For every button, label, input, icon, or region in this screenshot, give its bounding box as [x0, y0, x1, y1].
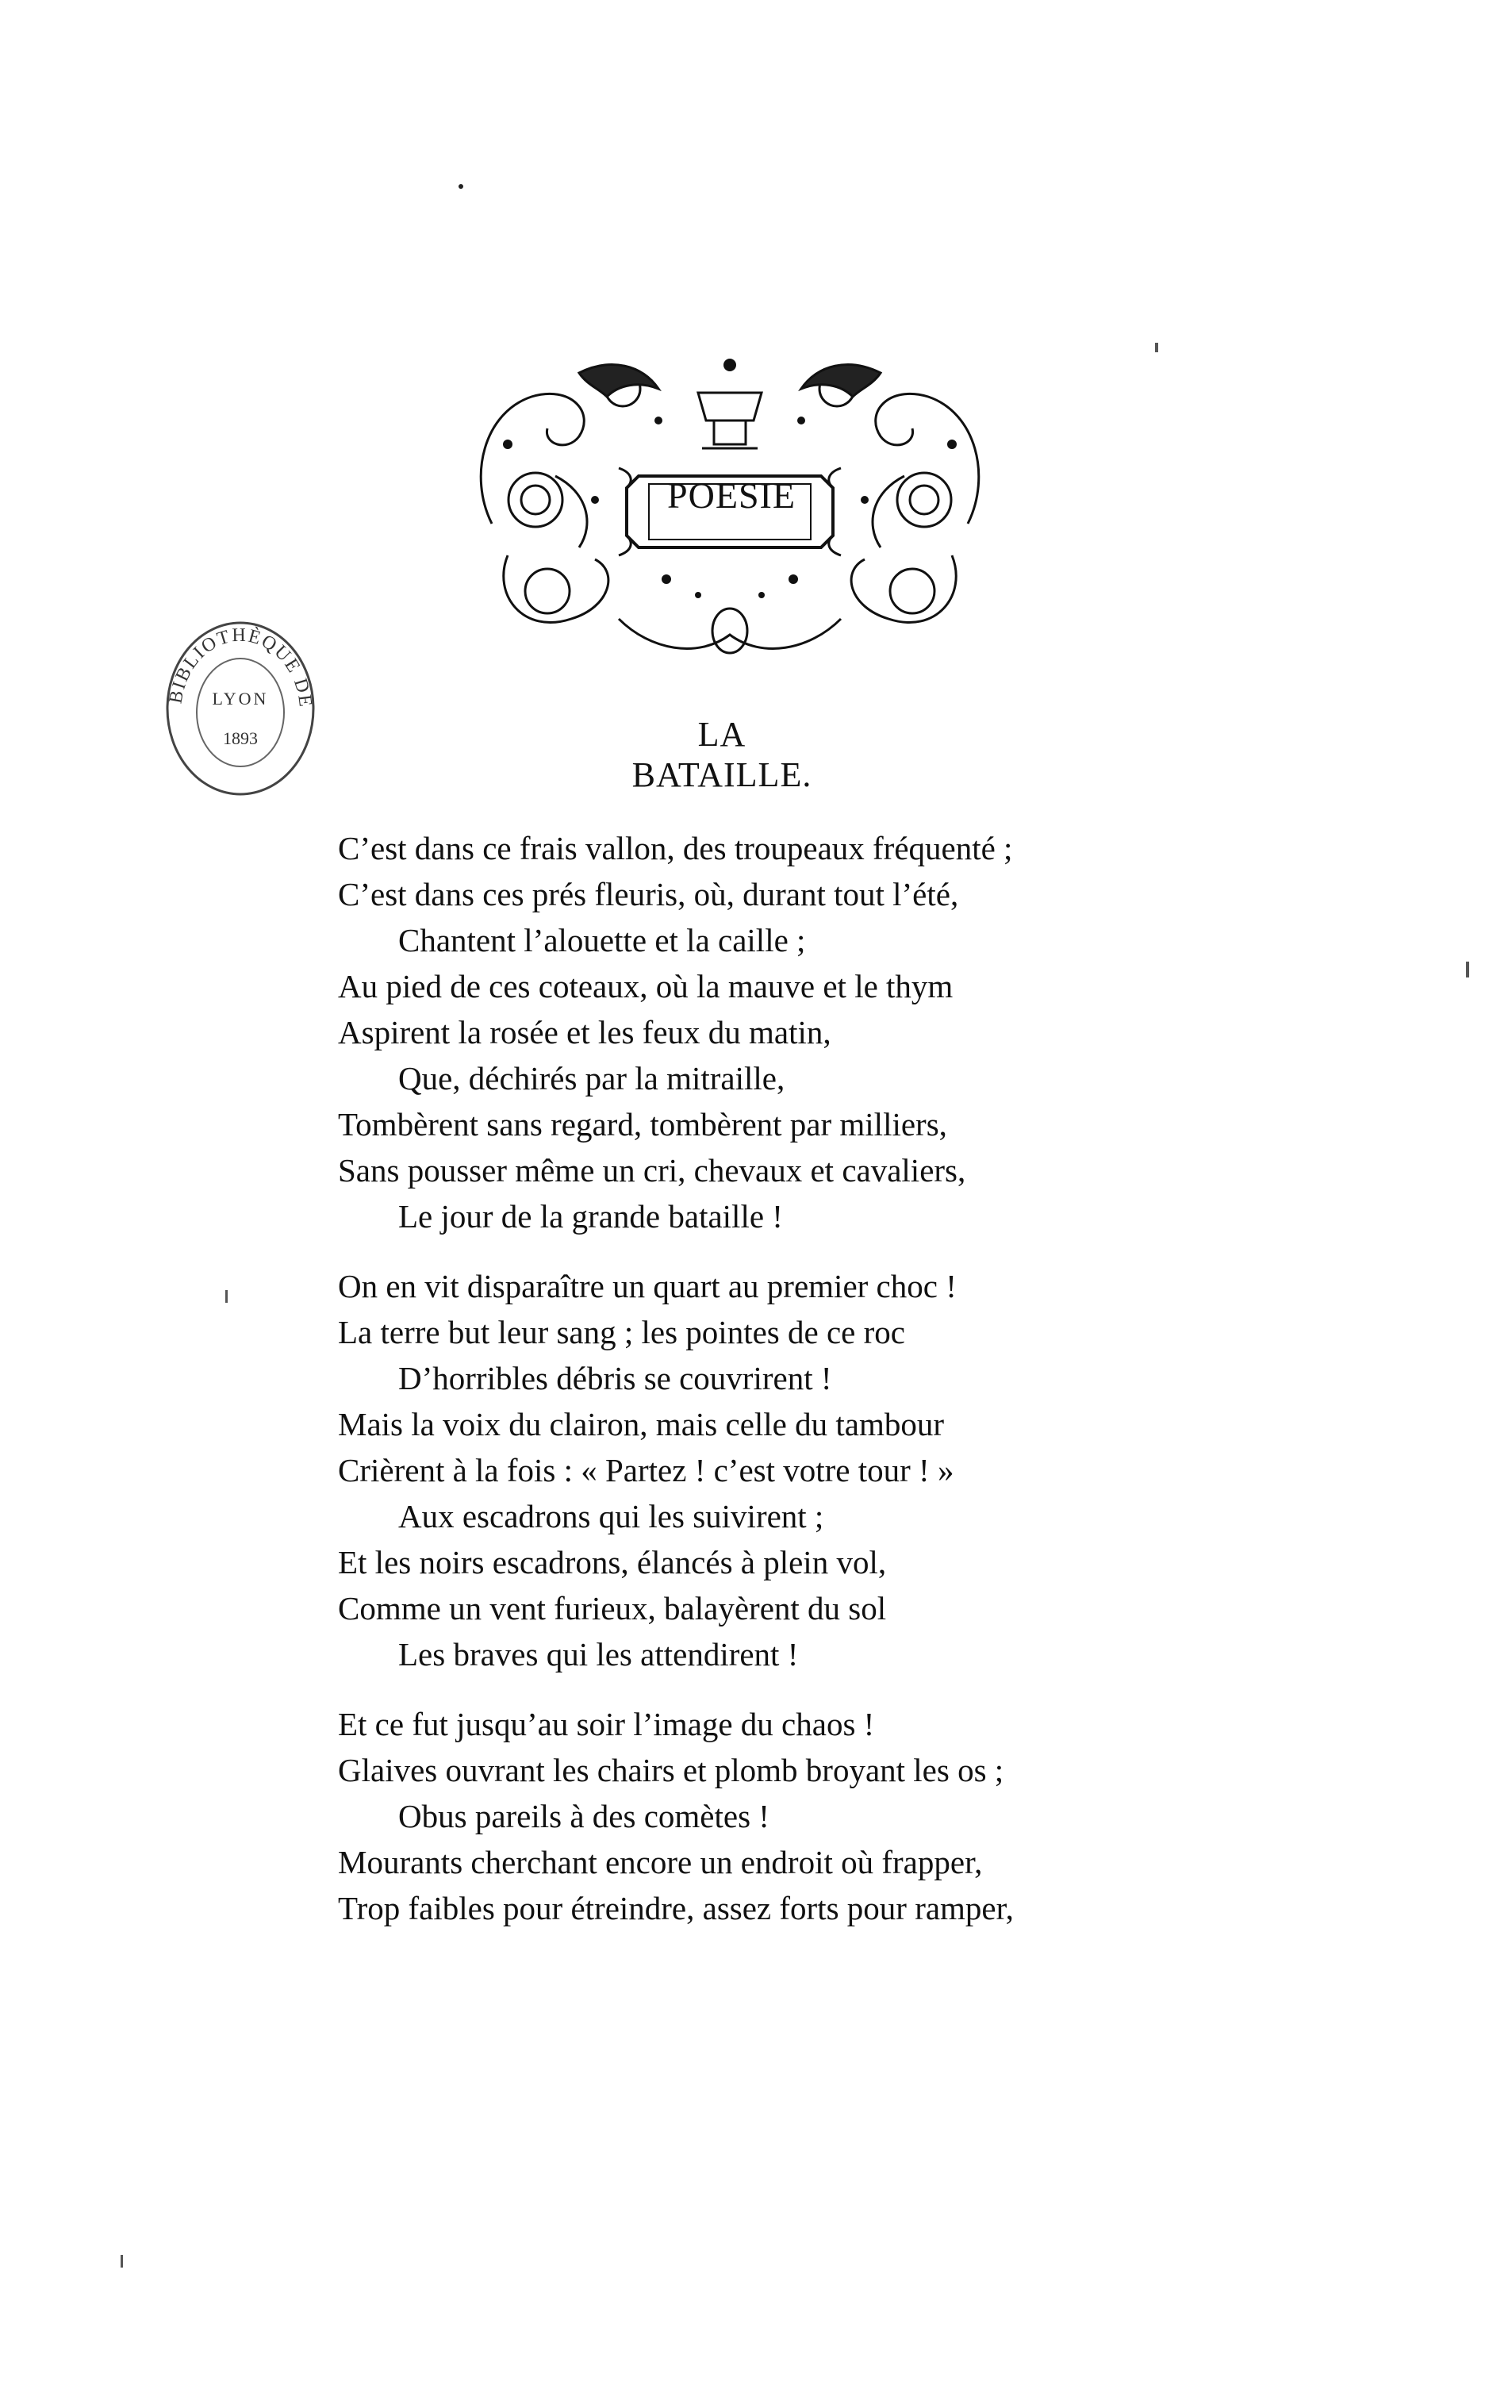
- ink-dot: [459, 184, 463, 189]
- poem-line: Et les noirs escadrons, élancés à plein vol,: [338, 1544, 887, 1580]
- poem-stanza: [338, 1701, 1179, 1931]
- margin-speck: [225, 1290, 228, 1303]
- library-stamp: [157, 609, 324, 800]
- poem-line: Crièrent à la fois : « Partez ! c’est votre tour ! »: [338, 1452, 954, 1488]
- poem-line: On en vit disparaître un quart au premier choc !: [338, 1268, 957, 1304]
- margin-speck: [121, 2255, 123, 2268]
- stamp-city: LYON: [212, 689, 269, 709]
- poem-line: Tombèrent sans regard, tombèrent par milliers,: [338, 1106, 947, 1143]
- poem-body: [338, 825, 1179, 1955]
- poem-line: Aux escadrons qui les suivirent ;: [398, 1498, 824, 1534]
- poem-title: LA BATAILLE.: [631, 715, 812, 794]
- poem-line: Au pied de ces coteaux, où la mauve et le thym: [338, 968, 954, 1004]
- poem-line: C’est dans ces prés fleuris, où, durant tout l’été,: [338, 876, 959, 912]
- ornament-label: POESIE: [667, 475, 796, 516]
- poem-line: Chantent l’alouette et la caille ;: [398, 922, 806, 958]
- stamp-year: 1893: [223, 728, 258, 748]
- poem-line: Mais la voix du clairon, mais celle du tambour: [338, 1406, 945, 1442]
- poem-line: Les braves qui les attendirent !: [398, 1636, 799, 1673]
- poem-line: Que, déchirés par la mitraille,: [398, 1060, 785, 1096]
- poem-stanza: [338, 825, 1179, 1239]
- poem-line: Mourants cherchant encore un endroit où frapper,: [338, 1844, 983, 1880]
- stamp-ring-text: BIBLIOTHÈQUE DE: [165, 624, 317, 709]
- poem-line: La terre but leur sang ; les pointes de ce roc: [338, 1314, 905, 1350]
- margin-speck: [1466, 962, 1469, 977]
- poem-line: Et ce fut jusqu’au soir l’image du chaos !: [338, 1706, 875, 1742]
- poem-line: Glaives ouvrant les chairs et plomb broyant les os ;: [338, 1752, 1004, 1788]
- poem-line: Aspirent la rosée et les feux du matin,: [338, 1014, 831, 1050]
- poem-line: C’est dans ce frais vallon, des troupeaux fréquenté ;: [338, 830, 1013, 866]
- poem-line: Obus pareils à des comètes !: [398, 1798, 769, 1834]
- poem-stanza: [338, 1263, 1179, 1677]
- poem-line: Comme un vent furieux, balayèrent du sol: [338, 1590, 887, 1626]
- margin-speck: [1155, 343, 1158, 352]
- poem-line: D’horribles débris se couvrirent !: [398, 1360, 832, 1396]
- poem-line: Le jour de la grande bataille !: [398, 1198, 783, 1235]
- poem-line: Sans pousser même un cri, chevaux et cavaliers,: [338, 1152, 966, 1189]
- poem-line: Trop faibles pour étreindre, assez forts pour ramper,: [338, 1890, 1014, 1926]
